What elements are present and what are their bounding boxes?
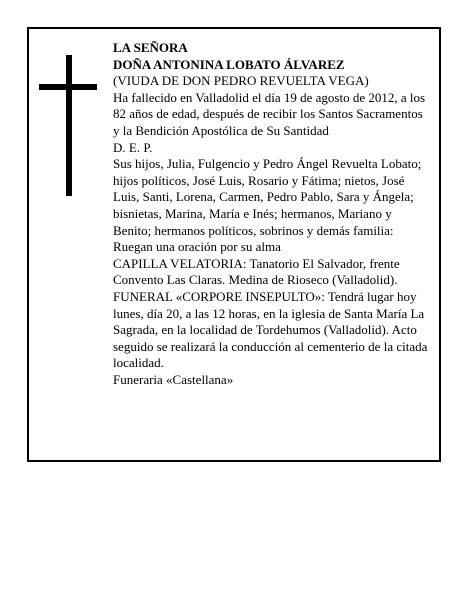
obituary-text xyxy=(113,40,431,388)
funeral-home: Funeraria «Castellana» xyxy=(113,371,234,387)
widow-of: (VIUDA DE DON PEDRO REVUELTA VEGA) xyxy=(113,73,369,89)
obituary-title: LA SEÑORA xyxy=(113,40,188,55)
cross-vertical-bar xyxy=(66,55,72,196)
chapel-info: CAPILLA VELATORIA: Tanatorio El Salvador, frente Convento Las Claras. Medina de Rioseco (Valladolid). xyxy=(113,255,400,288)
prayer-request: Ruegan una oración por su alma xyxy=(113,239,281,255)
cross-horizontal-bar xyxy=(39,84,97,90)
family-list: Sus hijos, Julia, Fulgencio y Pedro Ángel Revuelta Lobato; hijos políticos, José Luis, Rosario y Fátima; nietos, José Luis, Santi, Lorena, Carmen, Pedro Pablo, Sara y Ángela; bisnietas, Marina, María e Inés; hermanos, Mariano y Benito; hermanos políticos, sobrinos y demás familia: xyxy=(113,156,422,238)
death-notice: Ha fallecido en Valladolid el día 19 de agosto de 2012, a los 82 años de edad, después de recibir los Santos Sacramentos y la Bendición Apostólica de Su Santidad xyxy=(113,89,426,138)
funeral-info: FUNERAL «CORPORE INSEPULTO»: Tendrá lugar hoy lunes, día 20, a las 12 horas, en la iglesia de Santa María La Sagrada, en la localidad de Tordehumos (Valladolid). Acto seguido se realizará la conducción al cementerio de la citada localidad. xyxy=(113,288,428,371)
deceased-name: DOÑA ANTONINA LOBATO ÁLVAREZ xyxy=(113,56,345,72)
rip: D. E. P. xyxy=(113,139,153,155)
